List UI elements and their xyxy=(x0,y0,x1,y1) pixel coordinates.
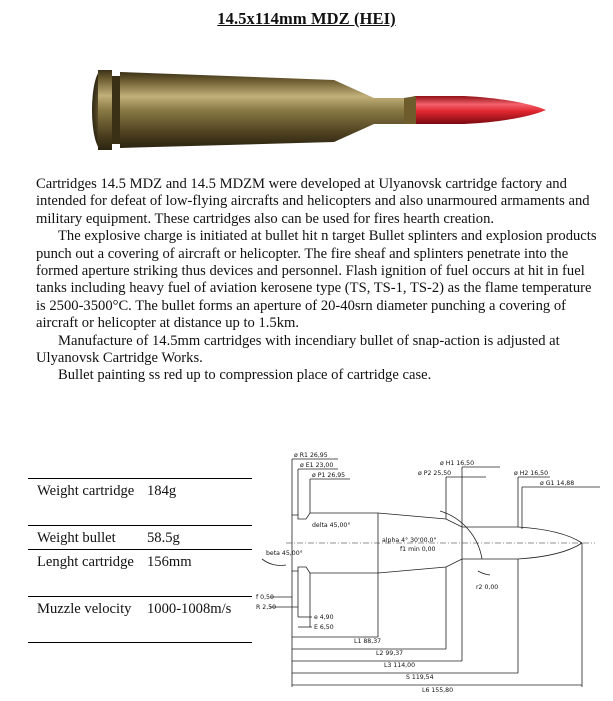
dim-label: L1 88,37 xyxy=(354,638,382,645)
dim-label: R 2,50 xyxy=(256,604,277,611)
dim-label: ø H1 16,50 xyxy=(440,460,475,467)
table-row xyxy=(28,526,252,550)
dim-label: E 6,50 xyxy=(314,624,334,631)
spec-value: 1000-1008m/s xyxy=(138,597,252,643)
description-text xyxy=(36,176,602,385)
dim-label: ø P1 26,95 xyxy=(312,472,346,479)
paragraph: Cartridges 14.5 MDZ and 14.5 MDZM were developed at Ulyanovsk cartridge factory and intended for defeat of low-flying aircrafts and helicopters and also unarmoured armaments and military equipment. These cartridges also can be used for fires hearth creation. xyxy=(36,176,590,227)
spec-value: 184g xyxy=(138,479,252,526)
paragraph: Bullet painting ss red up to compression place of cartridge case. xyxy=(58,367,432,384)
cartridge-dimension-drawing xyxy=(250,447,606,697)
dim-label: L2 99,37 xyxy=(376,650,404,657)
spec-label: Weight bullet xyxy=(28,526,138,550)
dim-label: alpha 4° 30'00,0" xyxy=(382,537,437,544)
spec-label: Lenght cartridge xyxy=(28,550,138,597)
dim-label: delta 45,00° xyxy=(312,522,351,529)
spec-value: 58.5g xyxy=(138,526,252,550)
dim-label: e 4,90 xyxy=(314,614,334,621)
dim-label: ø H2 16,50 xyxy=(514,470,549,477)
dim-label: ø R1 26,95 xyxy=(294,452,328,459)
spec-value: 156mm xyxy=(138,550,252,597)
dim-label: L6 155,80 xyxy=(422,687,454,694)
table-row xyxy=(28,479,252,526)
paragraph: The explosive charge is initiated at bullet hit n target Bullet splinters and explosion products punch out a covering of aircraft or helicopter. The fire sheaf and splinters penetrate into the formed aperture striking thus devices and personnel. Flash ignition of fuel occurs at hit in fuel tanks including heavy fuel of aviation kerosene type (TS, TS-1, TS-2) as the flame temperature is 2500-3500°C. The bullet forms an aperture of 20-40srn diameter punching a covering of aircraft or helicopter at distance up to 1.5km. xyxy=(36,228,597,332)
dim-label: r2 0,00 xyxy=(476,584,499,591)
dim-label: ø P2 25,50 xyxy=(418,470,452,477)
page-title: 14.5x114mm MDZ (HEI) xyxy=(217,9,396,28)
table-row xyxy=(28,550,252,597)
dim-label: beta 45,00° xyxy=(266,550,303,557)
spec-label: Muzzle velocity xyxy=(28,597,138,643)
spec-label: Weight cartridge xyxy=(28,479,138,526)
dim-label: ø G1 14,88 xyxy=(540,480,575,487)
dim-label: S 119,54 xyxy=(406,674,434,681)
cartridge-photo xyxy=(84,60,554,170)
paragraph: Manufacture of 14.5mm cartridges with incendiary bullet of snap-action is adjusted at Ulyanovsk Cartridge Works. xyxy=(36,332,560,367)
dim-label: ø E1 23,00 xyxy=(300,462,334,469)
dim-label: L3 114,00 xyxy=(384,662,416,669)
table-row xyxy=(28,597,252,643)
dim-label: f1 min 0,00 xyxy=(400,546,436,553)
specs-table xyxy=(28,478,252,643)
dim-label: f 0,50 xyxy=(256,594,274,601)
